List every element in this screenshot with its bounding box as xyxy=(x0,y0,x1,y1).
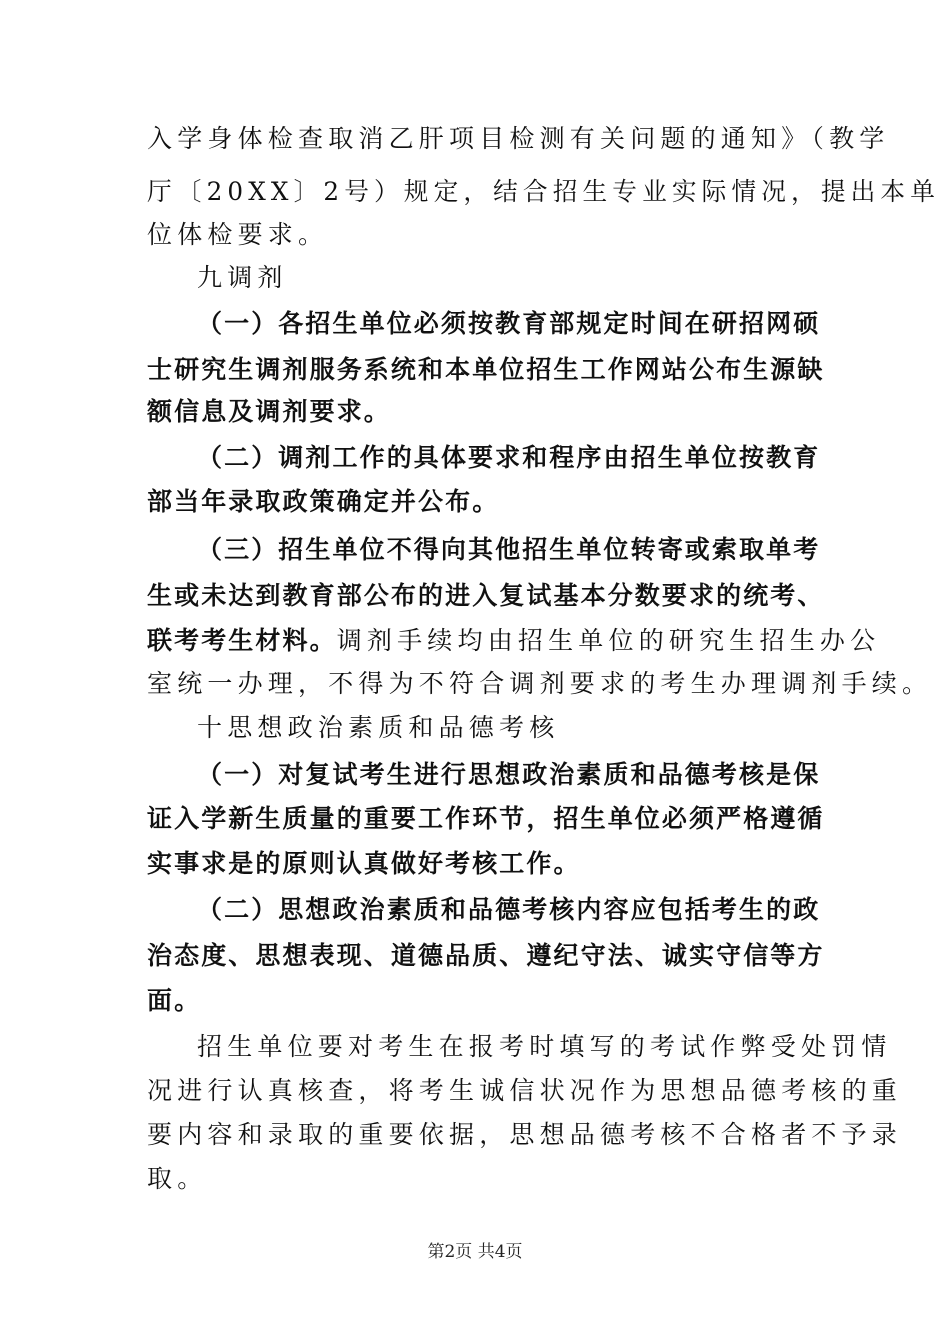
body-text-line: 证入学新生质量的重要工作环节，招生单位必须严格遵循 xyxy=(147,804,825,833)
mixed-text-line xyxy=(147,626,880,657)
body-text-line: （二）思想政治素质和品德考核内容应包括考生的政 xyxy=(197,895,821,924)
body-text-line: 要内容和录取的重要依据，思想品德考核不合格者不予录 xyxy=(147,1120,903,1149)
body-text-line: 面。 xyxy=(147,986,202,1015)
body-text-line: 厅〔20XX〕2号）规定，结合招生专业实际情况，提出本单 xyxy=(147,177,940,206)
body-text-line: 治态度、思想表现、道德品质、遵纪守法、诚实守信等方 xyxy=(147,941,825,970)
body-text-line: （一）对复试考生进行思想政治素质和品德考核是保 xyxy=(197,760,821,789)
body-text-line: 额信息及调剂要求。 xyxy=(147,397,391,426)
body-text-line: 生或未达到教育部公布的进入复试基本分数要求的统考、 xyxy=(147,581,825,610)
page-number-footer: 第2页 共4页 xyxy=(427,1242,523,1262)
body-text-line: （二）调剂工作的具体要求和程序由招生单位按教育 xyxy=(197,443,821,472)
body-text-segment: 联考考生材料。 xyxy=(147,626,337,655)
body-text-line: （三）招生单位不得向其他招生单位转寄或索取单考 xyxy=(197,535,821,564)
section-heading-adjustment: 九调剂 xyxy=(197,263,288,292)
body-text-line: 部当年录取政策确定并公布。 xyxy=(147,487,500,516)
body-text-line: 实事求是的原则认真做好考核工作。 xyxy=(147,849,581,878)
body-text-line: 招生单位要对考生在报考时填写的考试作弊受处罚情 xyxy=(197,1032,892,1061)
section-heading-ideology: 十思想政治素质和品德考核 xyxy=(197,713,560,742)
body-text-line: 况进行认真核查，将考生诚信状况作为思想品德考核的重 xyxy=(147,1076,903,1105)
body-text-segment: 调剂手续均由招生单位的研究生招生办公 xyxy=(336,626,881,655)
body-text-line: （一）各招生单位必须按教育部规定时间在研招网硕 xyxy=(197,309,821,338)
body-text-line: 取。 xyxy=(147,1164,208,1193)
body-text-line: 士研究生调剂服务系统和本单位招生工作网站公布生源缺 xyxy=(147,355,825,384)
body-text-line: 入学身体检查取消乙肝项目检测有关问题的通知》（教学 xyxy=(147,124,890,153)
body-text-line: 位体检要求。 xyxy=(147,220,329,249)
body-text-line: 室统一办理，不得为不符合调剂要求的考生办理调剂手续。 xyxy=(147,669,933,698)
